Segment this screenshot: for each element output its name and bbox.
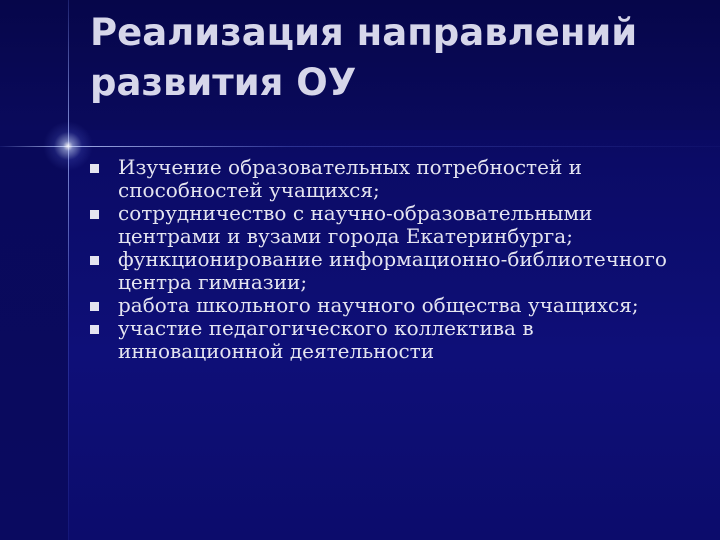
bullet-text xyxy=(118,156,680,202)
left-band xyxy=(0,130,68,540)
bullet-line: Изучение образовательных потребностей и xyxy=(118,155,582,179)
bullet-line: работа школьного научного общества учащихся; xyxy=(118,293,639,317)
bullet-text xyxy=(118,248,680,294)
vertical-light-line xyxy=(68,0,69,540)
square-bullet-icon xyxy=(90,302,99,311)
square-bullet-icon xyxy=(90,325,99,334)
slide-title xyxy=(90,8,690,108)
slide-title-line: развития ОУ xyxy=(90,61,357,104)
bullet-item xyxy=(90,248,680,294)
bullet-line: центра гимназии; xyxy=(118,270,308,294)
bullet-line: инновационной деятельности xyxy=(118,339,435,363)
bullet-line: способностей учащихся; xyxy=(118,178,380,202)
horizontal-light-line xyxy=(0,146,720,147)
square-bullet-icon xyxy=(90,210,99,219)
bullet-item xyxy=(90,202,680,248)
bullet-line: сотрудничество с научно-образовательными xyxy=(118,201,593,225)
bullet-item xyxy=(90,294,680,317)
bullet-text xyxy=(118,317,680,363)
bullet-item xyxy=(90,317,680,363)
bullet-line: функционирование информационно-библиотечного xyxy=(118,247,667,271)
bullet-list xyxy=(90,156,680,363)
bullet-item xyxy=(90,156,680,202)
square-bullet-icon xyxy=(90,164,99,173)
bullet-text xyxy=(118,294,680,317)
square-bullet-icon xyxy=(90,256,99,265)
bullet-line: участие педагогического коллектива в xyxy=(118,316,534,340)
light-flare-icon xyxy=(43,121,93,171)
bullet-line: центрами и вузами города Екатеринбурга; xyxy=(118,224,573,248)
slide-title-line: Реализация направлений xyxy=(90,11,638,54)
bullet-text xyxy=(118,202,680,248)
